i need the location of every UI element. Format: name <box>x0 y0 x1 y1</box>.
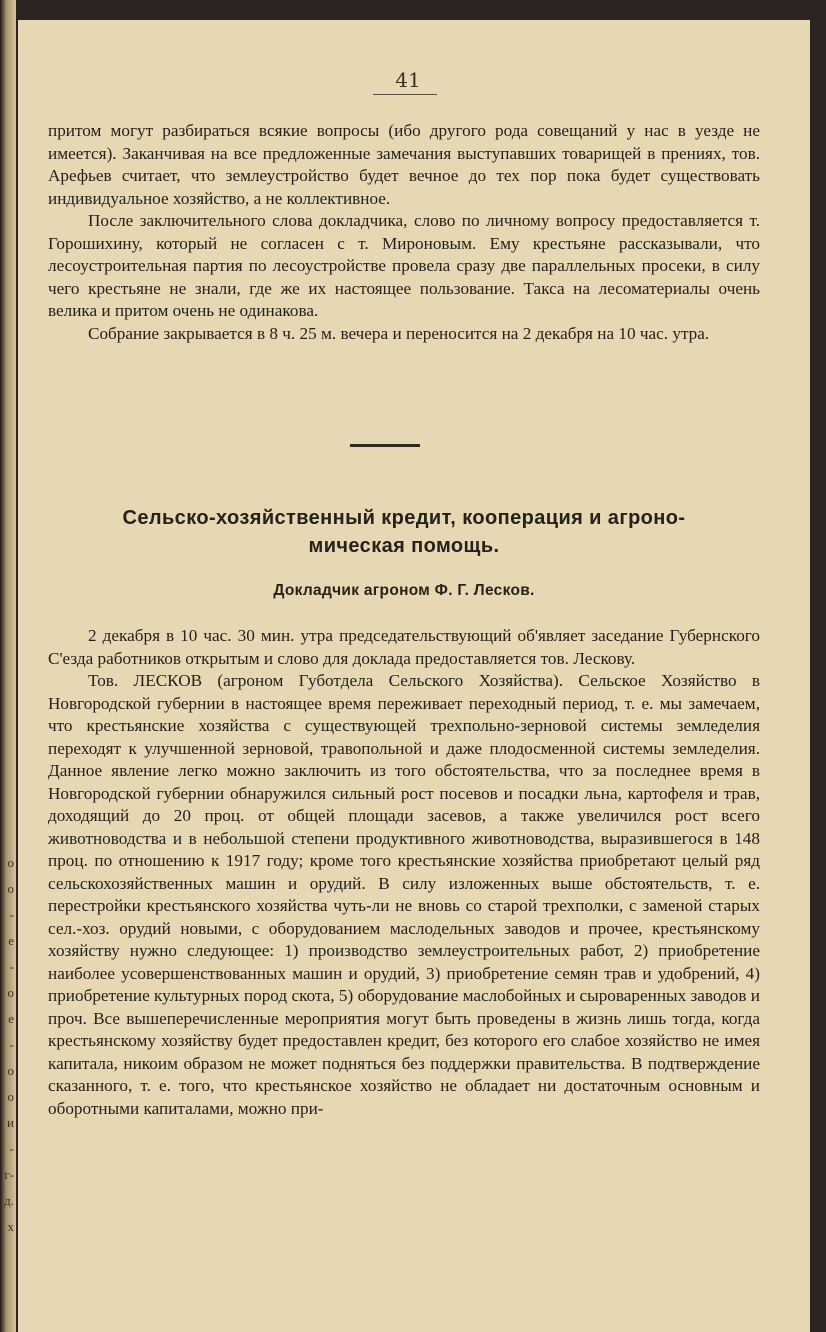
margin-fragment: и <box>7 1115 14 1130</box>
continued-text-block <box>48 120 760 345</box>
speaker-line: Докладчик агроном Ф. Г. Лесков. <box>273 582 535 599</box>
margin-fragment: о <box>7 985 14 1000</box>
report-text-block <box>48 625 760 1120</box>
margin-fragment: о <box>7 1089 14 1104</box>
document-page <box>18 20 810 1332</box>
page-number-underline <box>373 94 437 95</box>
adjacent-page-edge <box>0 0 16 1332</box>
margin-fragment: - <box>9 959 14 974</box>
paragraph: Собрание закрывается в 8 ч. 25 м. вечера и переносится на 2 декабря на 10 час. утра. <box>88 323 710 343</box>
margin-fragment: - <box>9 1141 14 1156</box>
page-number: 41 <box>395 68 421 92</box>
margin-fragment: о <box>7 855 14 870</box>
paragraph: притом могут разбираться всякие вопросы (ибо другого рода совещаний у нас в уезде не имеется). Заканчивая на все предложенные замечания выступавших товарищей в прениях, тов. Арефьев считает, что землеустройство будет вечное до тех пор пока будет существовать индивидуальное хозяйство, а не коллективное. <box>48 121 760 208</box>
section-divider <box>350 444 420 447</box>
margin-fragment: х <box>7 1219 14 1234</box>
paragraph: После заключительного слова докладчика, слово по личному вопросу предоставляется т. Горошихину, который не согласен с т. Мироновым. Ему крестьяне рассказывали, что лесоустроительная партия по лесоустройстве провела сразу две параллельных просеки, в силу чего крестьяне не знали, где же их настоящее пользование. Такса на лесоматериалы очень велика и притом очень не одинакова. <box>48 211 760 320</box>
margin-fragment: д. <box>4 1193 14 1208</box>
margin-fragment: о <box>7 1063 14 1078</box>
margin-fragment: е <box>8 1011 14 1026</box>
section-heading-line: мическая помощь. <box>308 535 500 557</box>
section-heading <box>48 504 760 560</box>
adjacent-page-text-fragments <box>0 850 16 1240</box>
paragraph: 2 декабря в 10 час. 30 мин. утра председательствующий об'являет заседание Губернского С'езда работников открытым и слово для доклада предоставляется тов. Лескову. <box>48 626 760 668</box>
paragraph: Тов. ЛЕСКОВ (агроном Губотдела Сельского Хозяйства). Сельское Хозяйство в Новгородской губернии в настоящее время переживает переходный период, т. е. мы замечаем, что крестьянские хозяйства с существующей трехпольно-зерновой системы земледелия переходят к улучшенной зерновой, травопольной и даже плодосменной системы земледелия. Данное явление легко можно заключить из того обстоятельства, что за последнее время в Новгородской губернии обнаружился сильный рост посевов и посадки льна, картофеля и трав, доходящий до 20 проц. от общей площади засевов, а также увеличился рост всего животноводства и в небольшой степени продуктивного животноводства, выразившегося в 148 проц. по отношению к 1917 году; кроме того крестьянские хозяйства приобретают целый ряд сельскохозяйственных машин и орудий. В силу изложенных выше обстоятельств, т. е. перестройки крестьянского хозяйства чуть-ли не вновь со старой трехполки, с заменой старых сел.-хоз. орудий новыми, с оборудованием маслодельных заводов и прочее, крестьянскому хозяйству нужно следующее: 1) производство землеустроительных работ, 2) приобретение наиболее усовершенствованных машин и орудий, 3) приобретение семян трав и удобрений, 4) приобретение культурных пород скота, 5) оборудование маслобойных и сыроваренных заводов и проч. Все вышеперечисленные мероприятия могут быть проведены в жизнь лишь тогда, когда крестьянскому хозяйству будет предоставлен кредит, без которого его слабое хозяйство не имея капитала, никоим образом не может подняться без поддержки правительства. В подтверждение сказанного, т. е. того, что крестьянское хозяйство не обладает ни достаточным основным и оборотными капиталами, можно при- <box>48 671 760 1118</box>
margin-fragment: е <box>8 933 14 948</box>
section-heading-line: Сельско-хозяйственный кредит, кооперация и агроно- <box>122 507 686 529</box>
margin-fragment: - <box>9 1037 14 1052</box>
margin-fragment: - <box>9 907 14 922</box>
margin-fragment: г- <box>4 1167 14 1182</box>
margin-fragment: о <box>7 881 14 896</box>
